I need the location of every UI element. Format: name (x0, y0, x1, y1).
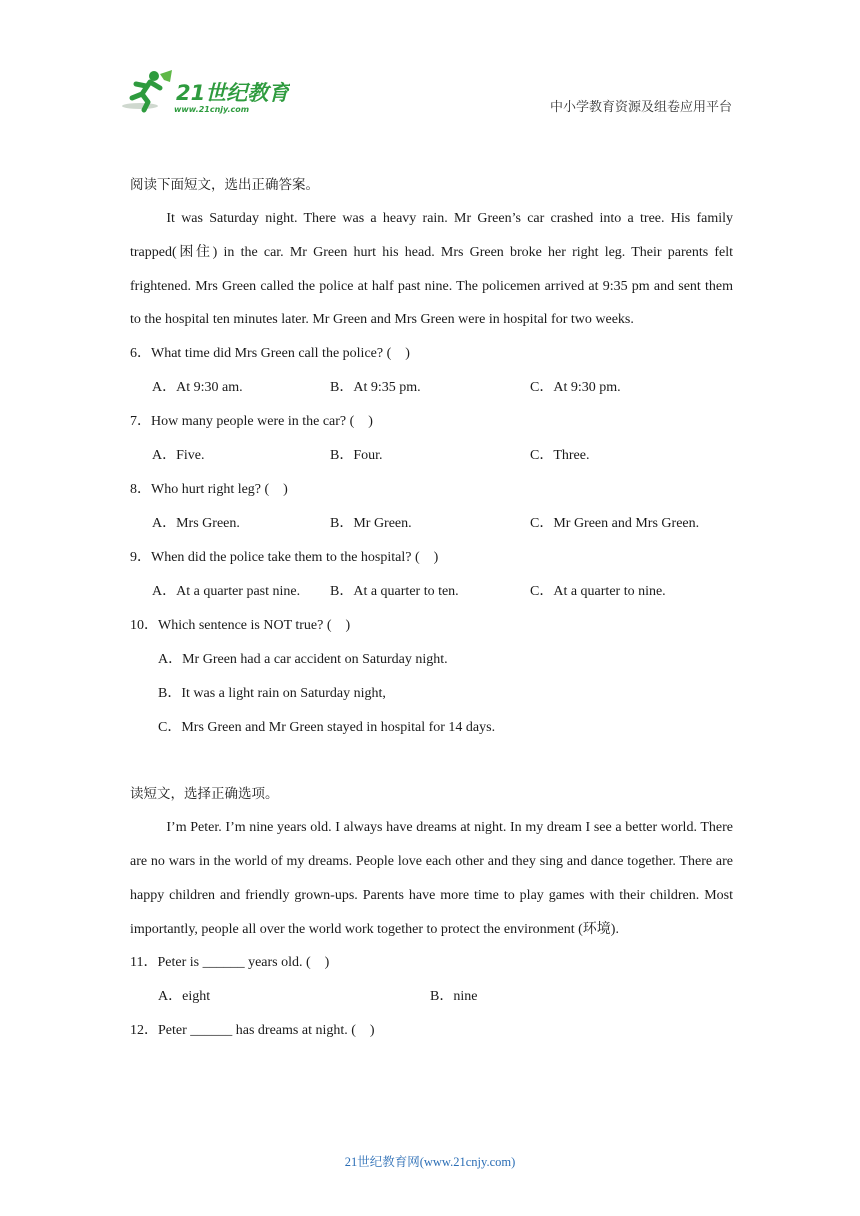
question-text: 6．What time did Mrs Green call the police? ( ) (130, 346, 410, 362)
runner-icon (122, 70, 172, 110)
option-b: B．At a quarter to ten. (330, 584, 459, 600)
options-row (130, 980, 733, 1014)
platform-label: 中小学教育资源及组卷应用平台 (549, 100, 732, 115)
logo (120, 68, 290, 116)
page-footer: 21世纪教育网(www.21cnjy.com) (344, 1155, 516, 1169)
logo-url: www.21cnjy.com (174, 105, 250, 114)
question-11 (130, 946, 733, 1014)
option-a: A．eight (158, 989, 211, 1005)
question-10 (130, 609, 733, 745)
option-b: B．At 9:35 pm. (330, 380, 421, 396)
option-a: A．At a quarter past nine. (152, 584, 301, 600)
question-7 (130, 405, 733, 473)
option-b: B．Mr Green. (330, 516, 412, 532)
option-a: A．Mr Green had a car accident on Saturday night. (158, 652, 448, 668)
options-row (130, 575, 733, 609)
option-b: B．Four. (330, 448, 383, 464)
question-text: 12．Peter ______ has dreams at night. ( ) (130, 1023, 375, 1039)
options-row (130, 439, 733, 473)
option-b: B．It was a light rain on Saturday night, (158, 686, 386, 702)
page-header (0, 0, 860, 130)
option-b: B．nine (430, 989, 478, 1005)
option-c: C．At 9:30 pm. (530, 380, 621, 396)
question-12 (130, 1014, 733, 1048)
option-a: A．Five. (152, 448, 205, 464)
option-c: C．At a quarter to nine. (530, 584, 666, 600)
option-c: C．Mrs Green and Mr Green stayed in hospital for 14 days. (158, 720, 496, 736)
document-body (130, 168, 733, 1048)
option-c: C．Mr Green and Mrs Green. (530, 516, 700, 532)
option-a: A．At 9:30 am. (152, 380, 243, 396)
question-8 (130, 473, 733, 541)
question-text: 9．When did the police take them to the hospital? ( ) (130, 550, 439, 566)
question-text: 11．Peter is ______ years old. ( ) (130, 955, 330, 971)
option-a: A．Mrs Green. (152, 516, 240, 532)
question-6 (130, 337, 733, 405)
passage-1: It was Saturday night. There was a heavy rain. Mr Green’s car crashed into a tree. His family trapped(困住) in the car. Mr Green hurt his head. Mrs Green broke her right leg. Their parents felt frightened. Mrs Green called the police at half past nine. The policemen arrived at 9:35 pm and sent them to the hospital ten minutes later. Mr Green and Mrs Green were in hospital for two weeks. (130, 211, 733, 328)
section-1-title: 阅读下面短文，选出正确答案。 (130, 177, 319, 193)
question-text: 8．Who hurt right leg? ( ) (130, 482, 288, 498)
question-text: 10．Which sentence is NOT true? ( ) (130, 618, 351, 634)
logo-wordmark: 21世纪教育 (176, 81, 290, 105)
options-row (130, 371, 733, 405)
option-c: C．Three. (530, 448, 590, 464)
question-9 (130, 541, 733, 609)
section-2-title: 读短文，选择正确选项。 (130, 786, 279, 803)
options-row (130, 507, 733, 541)
passage-2: I’m Peter. I’m nine years old. I always have dreams at night. In my dream I see a better world. There are no wars in the world of my dreams. People love each other and they sing and dance together. There are happy children and friendly grown-ups. Parents have more time to play games with their children. Most importantly, people all over the world work together to protect the environment (环境). (130, 820, 733, 937)
question-text: 7．How many people were in the car? ( ) (130, 414, 373, 430)
